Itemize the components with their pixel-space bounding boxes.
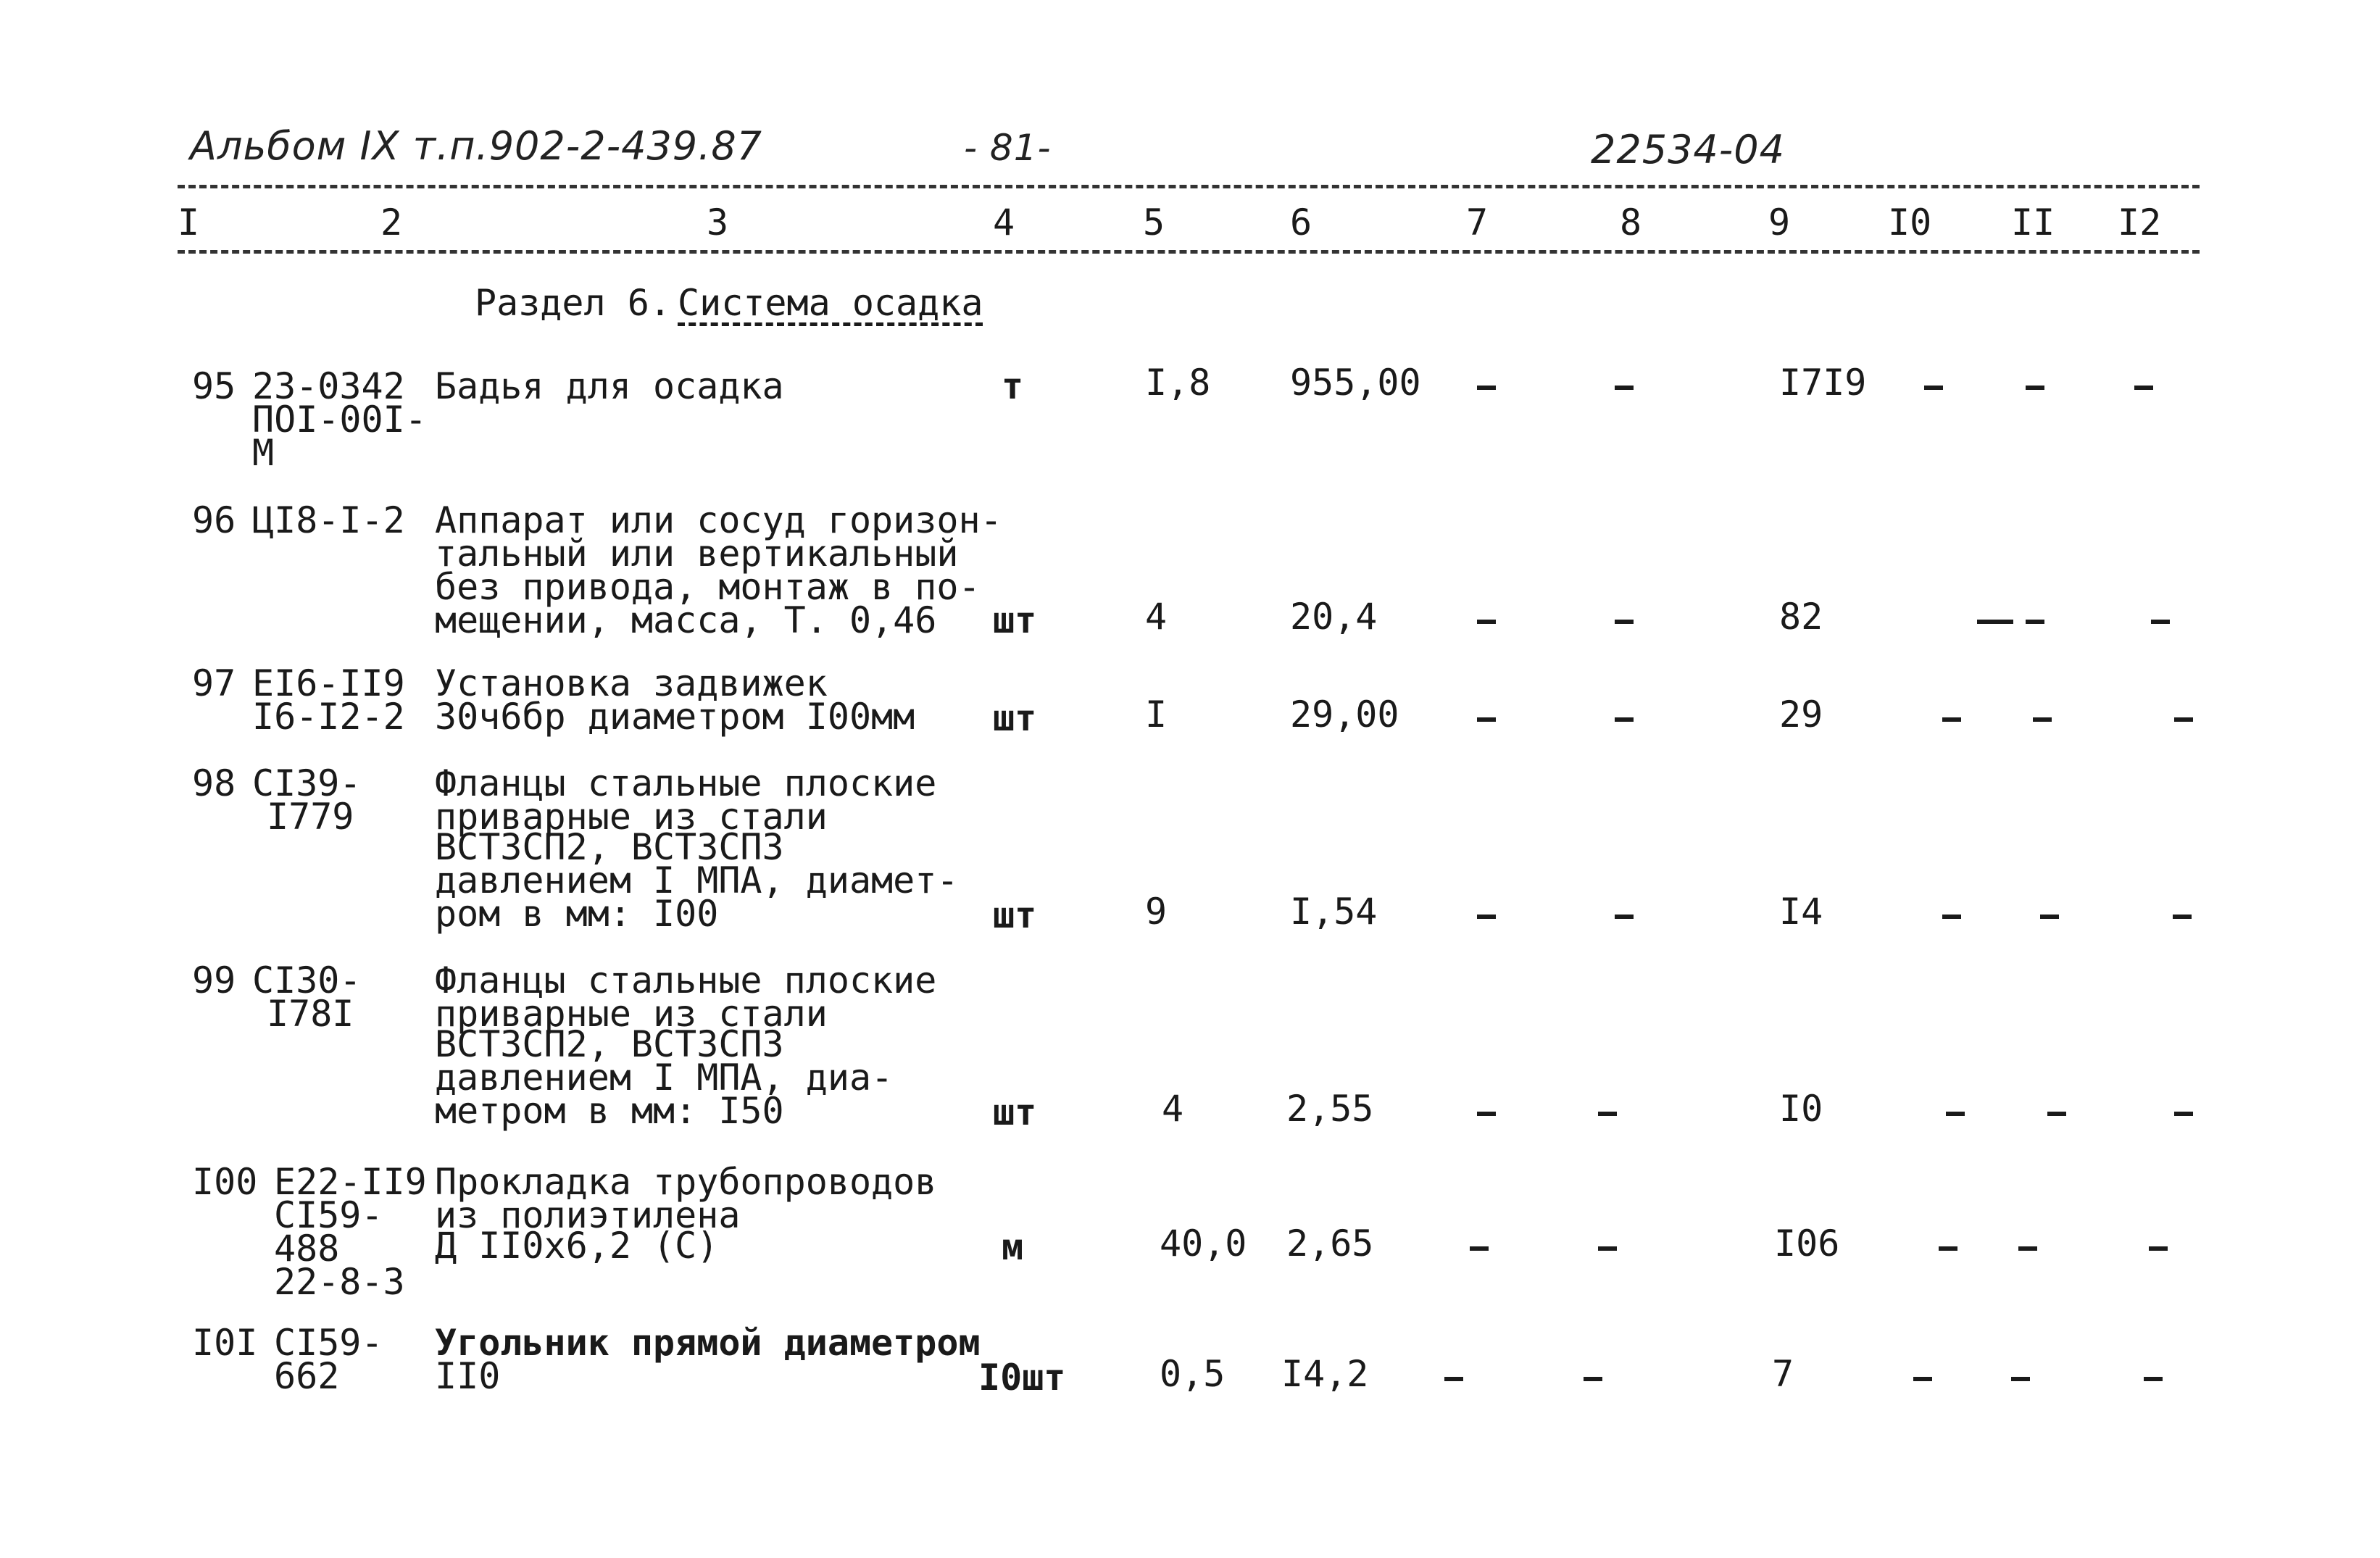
column-number: 8 <box>1620 201 1642 243</box>
page-number: - 81- <box>964 127 1052 169</box>
row-number: 98 <box>192 762 236 804</box>
row-code-line: CI59- <box>274 1322 383 1364</box>
document-code: 22534-04 <box>1591 127 1785 172</box>
row-quantity: 4 <box>1162 1088 1184 1130</box>
row-price: 20,4 <box>1290 596 1378 638</box>
empty-cell-dash <box>1942 717 1961 722</box>
empty-cell-dash <box>1444 1377 1463 1381</box>
row-code-line: 662 <box>274 1355 340 1397</box>
row-quantity: I <box>1145 693 1168 736</box>
empty-cell-dash <box>2149 1246 2168 1251</box>
empty-cell-dash <box>2151 620 2170 624</box>
column-number: 9 <box>1768 201 1791 243</box>
album-reference: Альбом IX т.п.902-2-439.87 <box>190 123 763 169</box>
empty-cell-dash <box>1924 386 1943 390</box>
empty-cell-dash <box>2018 1246 2037 1251</box>
row-unit: т <box>1002 365 1024 407</box>
row-price: 29,00 <box>1290 693 1399 736</box>
row-code-line: CI59- <box>274 1194 383 1236</box>
row-code-line: 23-0342 <box>252 365 405 407</box>
empty-cell-dash <box>1977 620 2013 624</box>
header-rule-top <box>178 185 2200 188</box>
column-number: 4 <box>993 201 1015 243</box>
row-number: I0I <box>192 1322 258 1364</box>
row-quantity: 4 <box>1145 596 1168 638</box>
row-code-line: ПОI-00I- <box>252 399 427 441</box>
empty-cell-dash <box>1615 717 1634 722</box>
row-description-line: давлением I МПА, диамет- <box>435 859 959 901</box>
row-description-line: ВСТ3СП2, ВСТ3СП3 <box>435 826 784 868</box>
row-code-line: I78I <box>267 993 354 1035</box>
empty-cell-dash <box>2026 620 2044 624</box>
empty-cell-dash <box>1939 1246 1957 1251</box>
row-description-line: ВСТ3СП2, ВСТ3СП3 <box>435 1023 784 1065</box>
empty-cell-dash <box>1477 915 1496 919</box>
empty-cell-dash <box>1598 1112 1617 1116</box>
row-description-line: приварные из стали <box>435 993 828 1035</box>
column-number: 3 <box>707 201 729 243</box>
empty-cell-dash <box>1942 915 1961 919</box>
row-unit: шт <box>993 599 1037 641</box>
row-code-line: ЦI8-I-2 <box>252 499 405 541</box>
row-total: I7I9 <box>1779 362 1867 404</box>
row-code-line: CI30- <box>252 959 362 1001</box>
row-code-line: 488 <box>274 1228 340 1270</box>
section-title: Система осадка <box>678 282 983 324</box>
empty-cell-dash <box>2144 1377 2163 1381</box>
row-description-line: давлением I МПА, диа- <box>435 1057 894 1099</box>
row-price: 955,00 <box>1290 362 1421 404</box>
row-unit: м <box>1002 1226 1024 1268</box>
row-description-line: 30ч6бр диаметром I00мм <box>435 696 915 738</box>
row-description-line: ром в мм: I00 <box>435 893 719 935</box>
row-price: I,54 <box>1290 891 1378 933</box>
empty-cell-dash <box>1615 386 1634 390</box>
row-total: I06 <box>1774 1222 1840 1265</box>
row-unit: шт <box>993 1091 1037 1133</box>
row-number: 97 <box>192 662 236 704</box>
column-number: I0 <box>1888 201 1932 243</box>
empty-cell-dash <box>1598 1246 1617 1251</box>
row-number: 99 <box>192 959 236 1001</box>
row-description-line: мещении, масса, Т. 0,46 <box>435 599 937 641</box>
row-price: 2,55 <box>1286 1088 1374 1130</box>
empty-cell-dash <box>2047 1112 2066 1116</box>
row-total: I0 <box>1779 1088 1823 1130</box>
row-quantity: 9 <box>1145 891 1168 933</box>
row-description-line: из полиэтилена <box>435 1194 741 1236</box>
row-unit: шт <box>993 697 1037 739</box>
empty-cell-dash <box>2040 915 2059 919</box>
row-code-line: 22-8-3 <box>274 1261 405 1303</box>
empty-cell-dash <box>2134 386 2153 390</box>
empty-cell-dash <box>2026 386 2044 390</box>
row-description-line: без привода, монтаж в по- <box>435 566 981 608</box>
row-description-line: приварные из стали <box>435 796 828 838</box>
column-number: 2 <box>380 201 403 243</box>
row-description-line: метром в мм: I50 <box>435 1090 784 1132</box>
row-description-line: Фланцы стальные плоские <box>435 762 937 804</box>
row-price: 2,65 <box>1286 1222 1374 1265</box>
empty-cell-dash <box>1477 717 1496 722</box>
row-description-line: тальный или вертикальный <box>435 533 959 575</box>
empty-cell-dash <box>1615 620 1634 624</box>
row-description-line: Бадья для осадка <box>435 365 784 407</box>
empty-cell-dash <box>1913 1377 1932 1381</box>
row-quantity: I,8 <box>1145 362 1211 404</box>
empty-cell-dash <box>2174 1112 2193 1116</box>
empty-cell-dash <box>1615 915 1634 919</box>
row-description-line: Фланцы стальные плоские <box>435 959 937 1001</box>
column-number: I2 <box>2118 201 2162 243</box>
column-number: II <box>2011 201 2055 243</box>
row-total: I4 <box>1779 891 1823 933</box>
row-unit: I0шт <box>978 1357 1066 1399</box>
row-code-line: CI39- <box>252 762 362 804</box>
row-description-line: Установка задвижек <box>435 662 828 704</box>
empty-cell-dash <box>2174 717 2193 722</box>
row-unit: шт <box>993 894 1037 936</box>
empty-cell-dash <box>1477 1112 1496 1116</box>
section-prefix: Раздел 6. <box>475 282 671 324</box>
row-quantity: 40,0 <box>1160 1222 1247 1265</box>
row-number: I00 <box>192 1161 258 1203</box>
row-code-line: EI6-II9 <box>252 662 405 704</box>
row-quantity: 0,5 <box>1160 1353 1226 1395</box>
empty-cell-dash <box>2011 1377 2030 1381</box>
empty-cell-dash <box>1470 1246 1489 1251</box>
row-price: I4,2 <box>1281 1353 1369 1395</box>
header-rule-bottom <box>178 250 2200 254</box>
row-description-line: Угольник прямой диаметром <box>435 1322 981 1364</box>
row-total: 82 <box>1779 596 1823 638</box>
empty-cell-dash <box>2033 717 2052 722</box>
column-number: I <box>178 201 200 243</box>
empty-cell-dash <box>1584 1377 1602 1381</box>
row-code-line: М <box>252 432 275 474</box>
empty-cell-dash <box>1946 1112 1965 1116</box>
row-code-line: I779 <box>267 796 354 838</box>
row-description-line: Д II0х6,2 (С) <box>435 1225 719 1267</box>
row-total: 29 <box>1779 693 1823 736</box>
column-number: 6 <box>1290 201 1312 243</box>
row-total: 7 <box>1772 1353 1794 1395</box>
empty-cell-dash <box>2173 915 2192 919</box>
row-code-line: I6-I2-2 <box>252 696 405 738</box>
row-description-line: II0 <box>435 1355 501 1397</box>
empty-cell-dash <box>1477 620 1496 624</box>
row-description-line: Аппарат или сосуд горизон- <box>435 499 1002 541</box>
row-number: 95 <box>192 365 236 407</box>
column-number: 7 <box>1466 201 1489 243</box>
column-number: 5 <box>1143 201 1165 243</box>
row-description-line: Прокладка трубопроводов <box>435 1161 937 1203</box>
row-code-line: E22-II9 <box>274 1161 427 1203</box>
empty-cell-dash <box>1477 386 1496 390</box>
row-number: 96 <box>192 499 236 541</box>
